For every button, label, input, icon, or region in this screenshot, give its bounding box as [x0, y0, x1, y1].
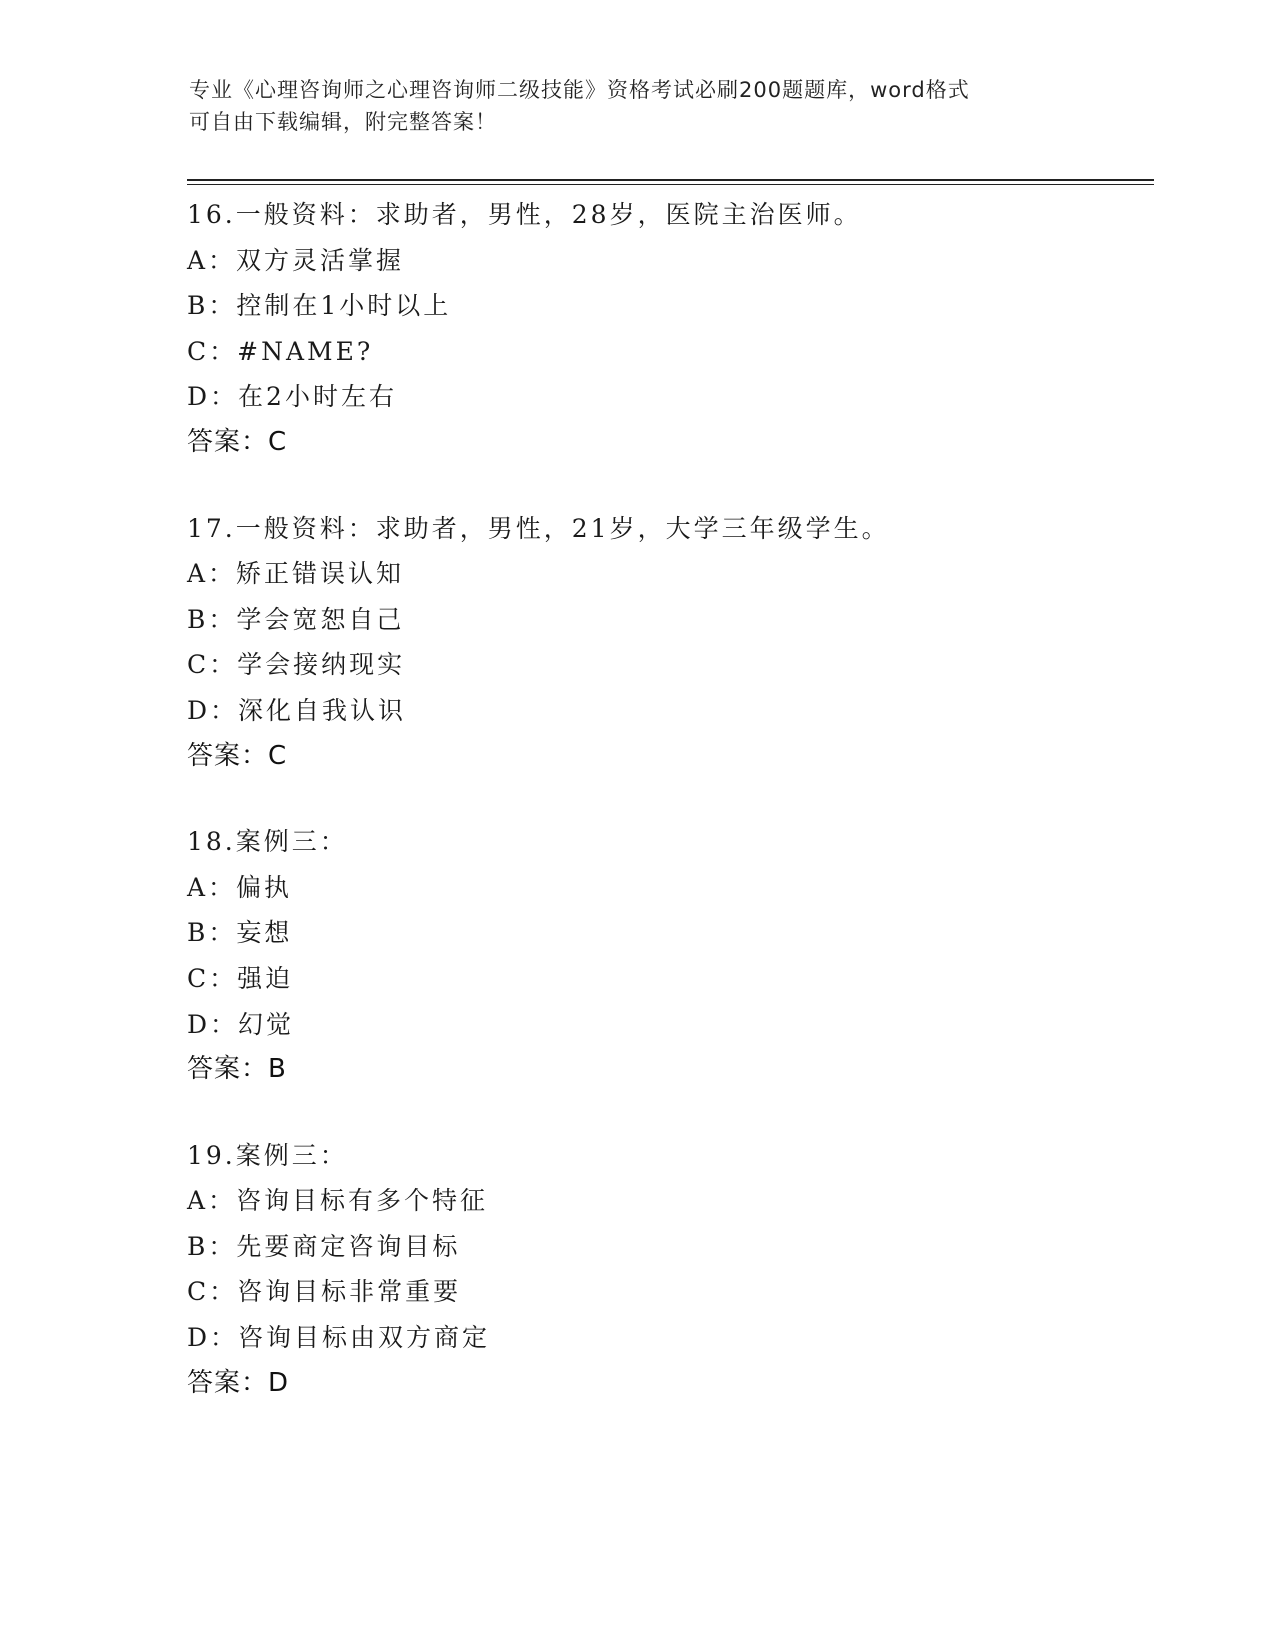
option-a: A：咨询目标有多个特征 [187, 1186, 489, 1216]
option-c: C：咨询目标非常重要 [187, 1277, 462, 1307]
answer-line: 答案：C [187, 740, 288, 771]
question-stem: 17.一般资料：求助者，男性，21岁，大学三年级学生。 [187, 513, 890, 543]
question-item [187, 819, 1127, 1093]
option-c: C：#NAME? [187, 336, 374, 366]
option-d: D：深化自我认识 [187, 695, 407, 725]
option-d: D：咨询目标由双方商定 [187, 1323, 491, 1353]
answer-line: 答案：B [187, 1054, 287, 1085]
question-stem: 16.一般资料：求助者，男性，28岁，医院主治医师。 [187, 200, 862, 229]
option-d: D：幻觉 [187, 1009, 295, 1039]
document-header [189, 74, 1089, 138]
header-line-2: 可自由下载编辑，附完整答案！ [189, 110, 497, 134]
header-line-1: 专业《心理咨询师之心理咨询师二级技能》资格考试必刷200题题库，word格式 [189, 78, 970, 102]
option-a: A：双方灵活掌握 [187, 245, 405, 275]
header-divider-thick [187, 179, 1154, 181]
option-c: C：强迫 [187, 963, 294, 993]
question-stem: 19.案例三： [187, 1140, 348, 1170]
option-c: C：学会接纳现实 [187, 650, 406, 680]
question-stem: 18.案例三： [187, 827, 348, 857]
option-d: D：在2小时左右 [187, 382, 397, 412]
question-item [187, 192, 1127, 466]
answer-line: 答案：C [187, 426, 288, 457]
option-b: B：控制在1小时以上 [187, 291, 452, 321]
answer-line: 答案：D [187, 1367, 290, 1398]
option-b: B：先要商定咨询目标 [187, 1231, 461, 1261]
header-divider-thin [187, 184, 1154, 185]
option-b: B：妄想 [187, 918, 293, 948]
option-a: A：矫正错误认知 [187, 559, 405, 589]
question-item [187, 506, 1127, 780]
question-item [187, 1133, 1127, 1407]
question-list [187, 192, 1127, 1446]
option-a: A：偏执 [187, 872, 293, 902]
option-b: B：学会宽恕自己 [187, 604, 405, 634]
